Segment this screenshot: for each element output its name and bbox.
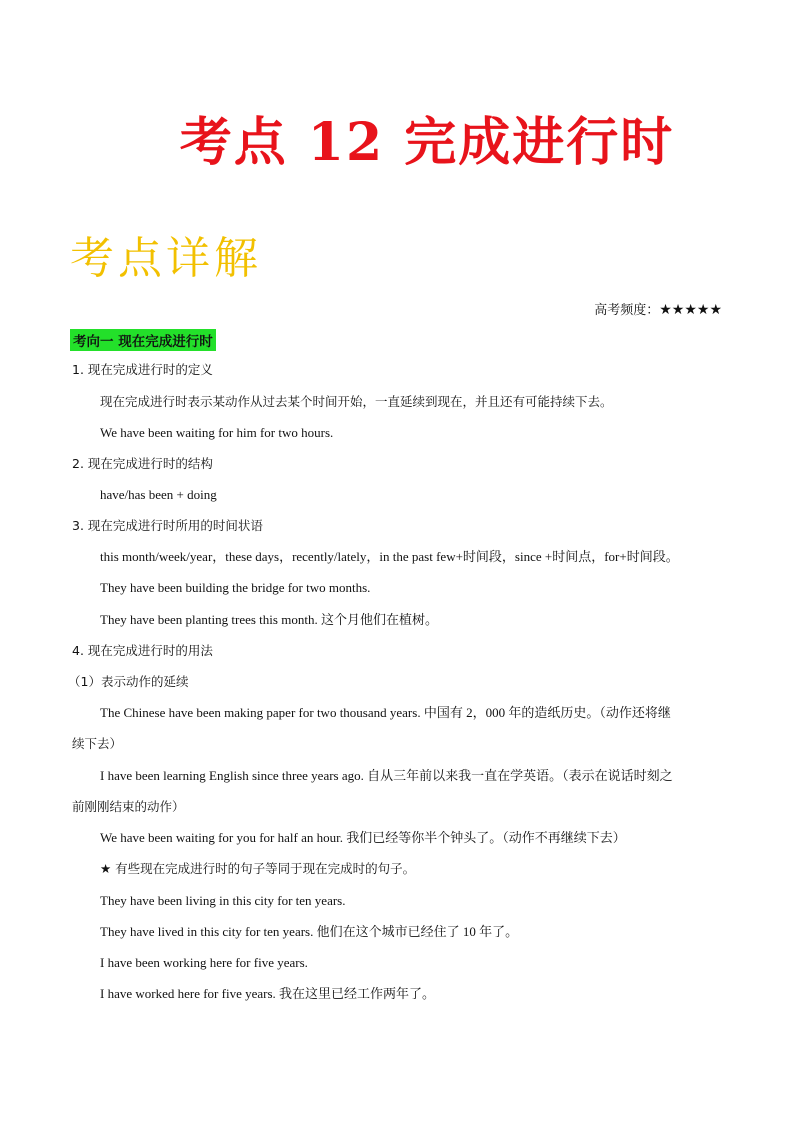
example-sentence: The Chinese have been making paper for two thousand years. 中国有 2，000 年的造纸历史。（动作还将继 [100, 705, 671, 720]
example-sentence: They have been building the bridge for two months. [100, 580, 371, 595]
example-sentence-continued: 前刚刚结束的动作） [72, 799, 185, 814]
point-heading-4: 4. 现在完成进行时的用法 [72, 643, 213, 658]
point-heading-2: 2. 现在完成进行时的结构 [72, 456, 213, 471]
example-sentence: I have been working here for five years. [100, 955, 308, 970]
example-sentence: They have been planting trees this month. 这个月他们在植树。 [100, 612, 438, 627]
point-heading-3: 3. 现在完成进行时所用的时间状语 [72, 518, 263, 533]
frequency-label: 高考频度： [594, 303, 660, 318]
structure-text: have/has been + doing [100, 487, 217, 502]
page-title: 考点 12 完成进行时 [179, 112, 675, 173]
sub-point-heading: （1）表示动作的延续 [68, 674, 189, 689]
definition-text: 现在完成进行时表示某动作从过去某个时间开始，一直延续到现在，并且还有可能持续下去。 [100, 394, 613, 409]
frequency-rating [594, 299, 722, 318]
frequency-stars-icon: ★★★★★ [659, 302, 722, 318]
example-sentence: I have worked here for five years. 我在这里已经工作两年了。 [100, 986, 436, 1001]
example-sentence-continued: 续下去） [72, 736, 123, 751]
time-adverbials-text: this month/week/year，these days，recently/lately，in the past few+时间段，since +时间点，for+时间段。 [100, 549, 679, 564]
topic-heading: 考向一 现在完成进行时 [70, 329, 216, 351]
example-sentence: We have been waiting for him for two hours. [100, 425, 334, 440]
section-title: 考点详解 [70, 233, 262, 284]
example-sentence: We have been waiting for you for half an hour. 我们已经等你半个钟头了。（动作不再继续下去） [100, 830, 626, 845]
example-sentence: They have been living in this city for ten years. [100, 893, 346, 908]
note-text: ★ 有些现在完成进行时的句子等同于现在完成时的句子。 [100, 861, 416, 876]
example-sentence: They have lived in this city for ten years. 他们在这个城市已经住了 10 年了。 [100, 924, 519, 939]
point-heading-1: 1. 现在完成进行时的定义 [72, 362, 213, 377]
example-sentence: I have been learning English since three years ago. 自从三年前以来我一直在学英语。（表示在说话时刻之 [100, 768, 673, 783]
